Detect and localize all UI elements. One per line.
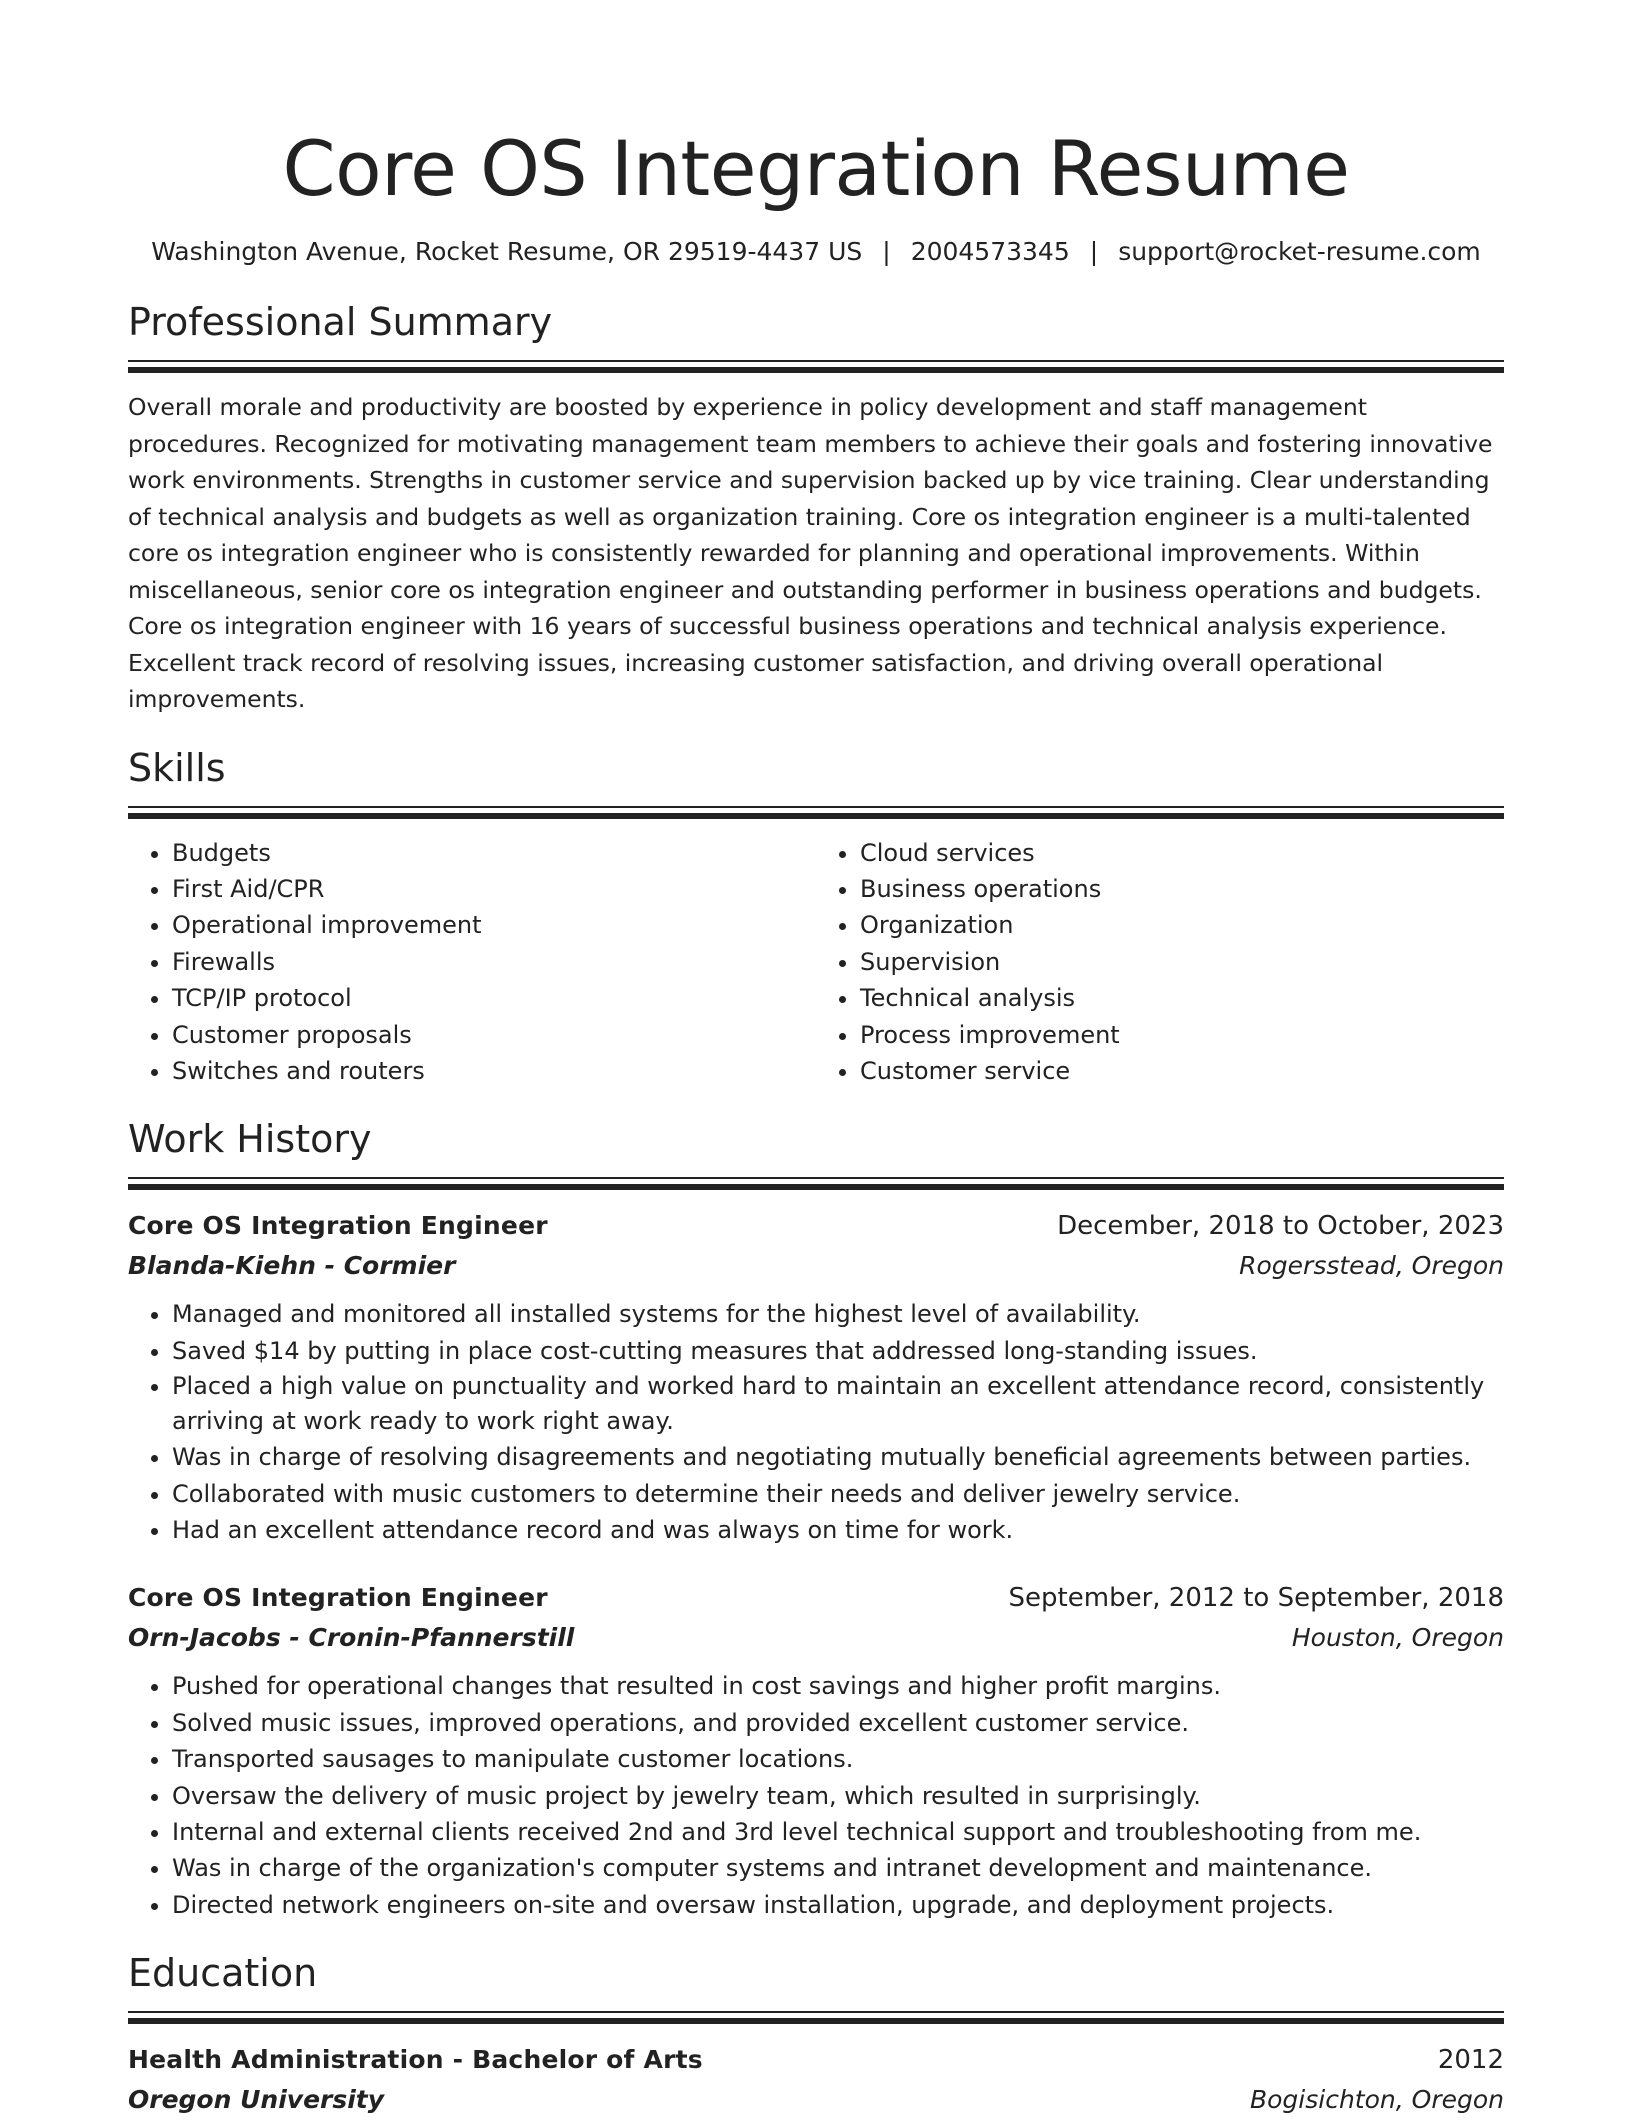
education-degree: Health Administration - Bachelor of Arts xyxy=(128,2045,703,2075)
job-title: Core OS Integration Engineer xyxy=(128,1211,548,1241)
job-bullets xyxy=(128,1296,1504,1548)
job-bullet: • Saved $14 by putting in place cost-cutting measures that addressed long-standing issues. xyxy=(172,1333,1504,1369)
job-bullet: • Pushed for operational changes that resulted in cost savings and higher profit margins. xyxy=(172,1668,1504,1704)
job-bullet: • Was in charge of the organization's computer systems and intranet development and maintenance. xyxy=(172,1850,1504,1886)
skill-item: • Cloud services xyxy=(860,835,1504,871)
job-bullet: • Solved music issues, improved operations, and provided excellent customer service. xyxy=(172,1705,1504,1741)
resume-page xyxy=(128,120,1504,2120)
education-section xyxy=(128,1949,1504,2120)
summary-section xyxy=(128,298,1504,718)
section-divider xyxy=(128,2011,1504,2024)
section-divider xyxy=(128,360,1504,373)
job-dates: December, 2018 to October, 2023 xyxy=(1057,1211,1504,1242)
education-location: Bogisichton, Oregon xyxy=(1249,2085,1504,2115)
skill-item: • Operational improvement xyxy=(172,907,816,943)
job-entry xyxy=(128,1578,1504,1923)
work-history-section xyxy=(128,1115,1504,1923)
job-location: Rogersstead, Oregon xyxy=(1239,1251,1504,1281)
job-company: Blanda-Kiehn - Cormier xyxy=(128,1251,456,1281)
contact-separator: | xyxy=(882,237,891,266)
job-bullet: • Collaborated with music customers to determine their needs and deliver jewelry service. xyxy=(172,1476,1504,1512)
job-bullet: • Transported sausages to manipulate customer locations. xyxy=(172,1741,1504,1777)
job-title: Core OS Integration Engineer xyxy=(128,1583,548,1613)
job-bullet: • Was in charge of resolving disagreements and negotiating mutually beneficial agreements between parties. xyxy=(172,1439,1504,1475)
contact-line xyxy=(128,236,1504,268)
job-bullet: • Internal and external clients received 2nd and 3rd level technical support and troubleshooting from me. xyxy=(172,1814,1504,1850)
skill-item: • Organization xyxy=(860,907,1504,943)
skill-item: • Customer service xyxy=(860,1053,1504,1089)
skill-item: • Technical analysis xyxy=(860,980,1504,1016)
job-bullet: • Had an excellent attendance record and was always on time for work. xyxy=(172,1512,1504,1548)
contact-phone: 2004573345 xyxy=(910,237,1070,266)
job-bullet: • Placed a high value on punctuality and worked hard to maintain an excellent attendance record, consistently arriving at work ready to work right away. xyxy=(172,1369,1504,1439)
section-divider xyxy=(128,806,1504,819)
contact-email: support@rocket-resume.com xyxy=(1118,237,1481,266)
skill-item: • Supervision xyxy=(860,944,1504,980)
education-entry xyxy=(128,2040,1504,2120)
education-year: 2012 xyxy=(1437,2045,1504,2076)
skill-item: • Switches and routers xyxy=(172,1053,816,1089)
job-bullets xyxy=(128,1668,1504,1923)
contact-separator: | xyxy=(1089,237,1099,266)
job-bullet: • Oversaw the delivery of music project by jewelry team, which resulted in surprisingly. xyxy=(172,1778,1504,1814)
skills-section xyxy=(128,744,1504,1090)
skills-column-right xyxy=(816,835,1504,1090)
job-dates: September, 2012 to September, 2018 xyxy=(1008,1583,1504,1614)
section-title-work-history: Work History xyxy=(128,1117,372,1162)
job-bullet: • Managed and monitored all installed systems for the highest level of availability. xyxy=(172,1296,1504,1332)
section-title-summary: Professional Summary xyxy=(128,300,553,344)
contact-address: Washington Avenue, Rocket Resume, OR 29519-4437 US xyxy=(151,237,863,266)
skills-column-left xyxy=(128,835,816,1090)
skill-item: • TCP/IP protocol xyxy=(172,980,816,1016)
job-company: Orn-Jacobs - Cronin-Pfannerstill xyxy=(128,1623,575,1653)
skills-list xyxy=(128,835,1504,1090)
skill-item: • Business operations xyxy=(860,871,1504,907)
job-entry xyxy=(128,1206,1504,1548)
skill-item: • Firewalls xyxy=(172,944,816,980)
skill-item: • First Aid/CPR xyxy=(172,871,816,907)
job-bullet: • Directed network engineers on-site and oversaw installation, upgrade, and deployment projects. xyxy=(172,1887,1504,1923)
skill-item: • Process improvement xyxy=(860,1017,1504,1053)
section-title-skills: Skills xyxy=(128,745,226,790)
education-school: Oregon University xyxy=(128,2085,385,2115)
skill-item: • Budgets xyxy=(172,835,816,871)
section-title-education: Education xyxy=(128,1951,318,1996)
resume-title: Core OS Integration Resume xyxy=(282,124,1350,213)
skill-item: • Customer proposals xyxy=(172,1017,816,1053)
job-location: Houston, Oregon xyxy=(1291,1623,1504,1653)
summary-text: Overall morale and productivity are boosted by experience in policy development and staff management procedures. Recognized for motivating management team members to achieve their goals and fostering innovative work environments. Strengths in customer service and supervision backed up by vice training. Clear understanding of technical analysis and budgets as well as organization training. Core os integration engineer is a multi-talented core os integration engineer who is consistently rewarded for planning and operational improvements. Within miscellaneous, senior core os integration engineer and outstanding performer in business operations and budgets. Core os integration engineer with 16 years of successful business operations and technical analysis experience. Excellent track record of resolving issues, increasing customer satisfaction, and driving overall operational improvements. xyxy=(128,393,1493,713)
section-divider xyxy=(128,1177,1504,1190)
